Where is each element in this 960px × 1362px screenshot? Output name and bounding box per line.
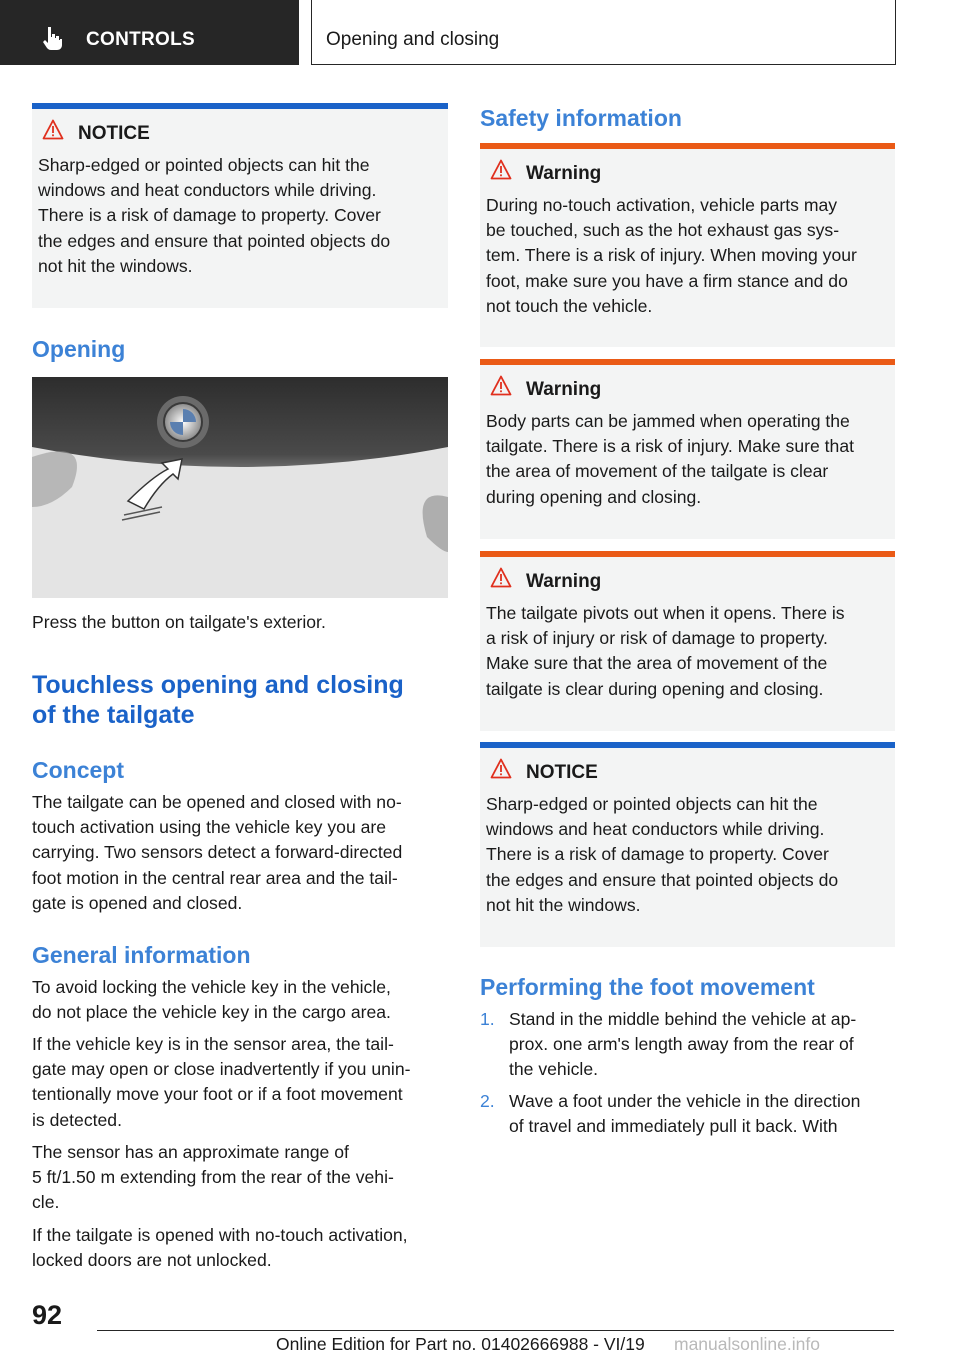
- text-line: Sharp-edged or pointed objects can hit the: [486, 794, 818, 814]
- notice-box: [32, 103, 448, 308]
- heading-line: of the tailgate: [32, 701, 195, 729]
- text-line: The tailgate can be opened and closed with no-: [32, 792, 402, 812]
- warning-triangle-icon: [42, 119, 64, 140]
- text-line: There is a risk of damage to property. Cover: [486, 844, 829, 865]
- text-line: 5 ft/1.50 m extending from the rear of the vehi-: [32, 1167, 394, 1188]
- text-line: not hit the windows.: [486, 894, 641, 915]
- list-text: [509, 1007, 895, 1083]
- photo-caption: Press the button on tailgate's exterior.: [32, 612, 326, 632]
- text-line: Sharp-edged or pointed objects can hit the: [38, 155, 370, 175]
- warning-triangle-icon: [490, 567, 512, 588]
- page-title: Opening and closing: [326, 29, 500, 50]
- text-line: a risk of injury or risk of damage to property.: [486, 628, 828, 649]
- text-line: If the vehicle key is in the sensor area, the tail-: [32, 1034, 394, 1054]
- text-line: windows and heat conductors while driving.: [38, 180, 377, 201]
- warning-text: [480, 401, 895, 510]
- text-line: be touched, such as the hot exhaust gas sys-: [486, 220, 840, 241]
- text-line: not hit the windows.: [38, 255, 193, 276]
- text-line: Wave a foot under the vehicle in the direction: [509, 1091, 861, 1111]
- general-paragraph-1: [32, 975, 448, 1025]
- notice-text: [32, 145, 448, 279]
- text-line: the area of movement of the tailgate is clear: [486, 461, 829, 482]
- tailgate-illustration: [32, 377, 448, 598]
- warning-box-1: [480, 143, 895, 347]
- warning-triangle-icon: [490, 159, 512, 180]
- general-paragraph-3: [32, 1140, 448, 1216]
- text-line: locked doors are not unlocked.: [32, 1250, 272, 1271]
- text-line: the edges and ensure that pointed objects do: [486, 869, 839, 890]
- text-line: touch activation using the vehicle key you are: [32, 817, 387, 838]
- general-paragraph-4: [32, 1223, 448, 1273]
- section-label: CONTROLS: [86, 29, 196, 50]
- warning-title: Warning: [526, 163, 602, 184]
- page-title-box: [311, 0, 896, 65]
- text-line: tailgate. There is a risk of injury. Make sure that: [486, 436, 854, 457]
- text-line: foot motion in the central rear area and the tail-: [32, 867, 398, 888]
- heading-line: Touchless opening and closing: [32, 671, 404, 699]
- warning-triangle-icon: [490, 375, 512, 396]
- warning-title: Warning: [526, 571, 602, 592]
- section-tab: [0, 0, 299, 65]
- hand-pointer-icon: [38, 24, 66, 52]
- warning-box-3: [480, 551, 895, 731]
- warning-text: [480, 185, 895, 319]
- edition-text: Online Edition for Part no. 01402666988 - VI/19: [276, 1334, 645, 1354]
- warning-text: [480, 593, 895, 702]
- text-line: of travel and immediately pull it back. With: [509, 1116, 838, 1137]
- general-paragraph-2: [32, 1032, 448, 1133]
- warning-triangle-icon: [490, 758, 512, 779]
- notice-title: NOTICE: [78, 123, 150, 144]
- touchless-heading: [32, 670, 448, 730]
- text-line: tem. There is a risk of injury. When moving your: [486, 245, 857, 266]
- text-line: not touch the vehicle.: [486, 295, 653, 316]
- text-line: If the tailgate is opened with no-touch activation,: [32, 1225, 408, 1245]
- warning-title: Warning: [526, 379, 602, 400]
- notice-box: [480, 742, 895, 947]
- text-line: foot, make sure you have a firm stance and do: [486, 270, 848, 291]
- text-line: cle.: [32, 1192, 60, 1213]
- notice-text: [480, 784, 895, 918]
- list-text: [509, 1089, 895, 1139]
- text-line: Stand in the middle behind the vehicle at ap-: [509, 1009, 857, 1029]
- warning-box-2: [480, 359, 895, 539]
- text-line: during opening and closing.: [486, 486, 702, 507]
- list-number: 2.: [480, 1091, 495, 1111]
- text-line: The sensor has an approximate range of: [32, 1142, 349, 1162]
- foot-movement-heading: Performing the foot movement: [480, 974, 815, 1000]
- text-line: tailgate is clear during opening and closing.: [486, 678, 824, 699]
- text-line: gate may open or close inadvertently if you unin-: [32, 1059, 411, 1080]
- safety-heading: Safety information: [480, 105, 682, 131]
- text-line: There is a risk of damage to property. Cover: [38, 205, 381, 226]
- text-line: prox. one arm's length away from the rear of: [509, 1034, 854, 1055]
- text-line: windows and heat conductors while driving.: [486, 819, 825, 840]
- text-line: To avoid locking the vehicle key in the vehicle,: [32, 977, 391, 997]
- general-heading: General information: [32, 942, 251, 968]
- notice-title: NOTICE: [526, 762, 598, 783]
- page-number: 92: [32, 1300, 63, 1330]
- text-line: The tailgate pivots out when it opens. There is: [486, 603, 845, 623]
- concept-heading: Concept: [32, 757, 124, 783]
- text-line: Body parts can be jammed when operating the: [486, 411, 850, 431]
- footer-divider: [97, 1330, 894, 1331]
- watermark: manualsonline.info: [674, 1334, 820, 1354]
- concept-text: [32, 790, 448, 916]
- text-line: the edges and ensure that pointed objects do: [38, 230, 391, 251]
- text-line: do not place the vehicle key in the cargo area.: [32, 1002, 391, 1023]
- text-line: gate is opened and closed.: [32, 892, 243, 913]
- opening-heading: Opening: [32, 336, 126, 362]
- text-line: Make sure that the area of movement of the: [486, 653, 828, 674]
- text-line: tentionally move your foot or if a foot movement: [32, 1084, 403, 1105]
- text-line: During no-touch activation, vehicle parts may: [486, 195, 838, 215]
- tailgate-photo: [32, 377, 448, 598]
- text-line: is detected.: [32, 1109, 122, 1130]
- text-line: carrying. Two sensors detect a forward-directed: [32, 842, 403, 863]
- list-number: 1.: [480, 1009, 495, 1029]
- text-line: the vehicle.: [509, 1059, 598, 1080]
